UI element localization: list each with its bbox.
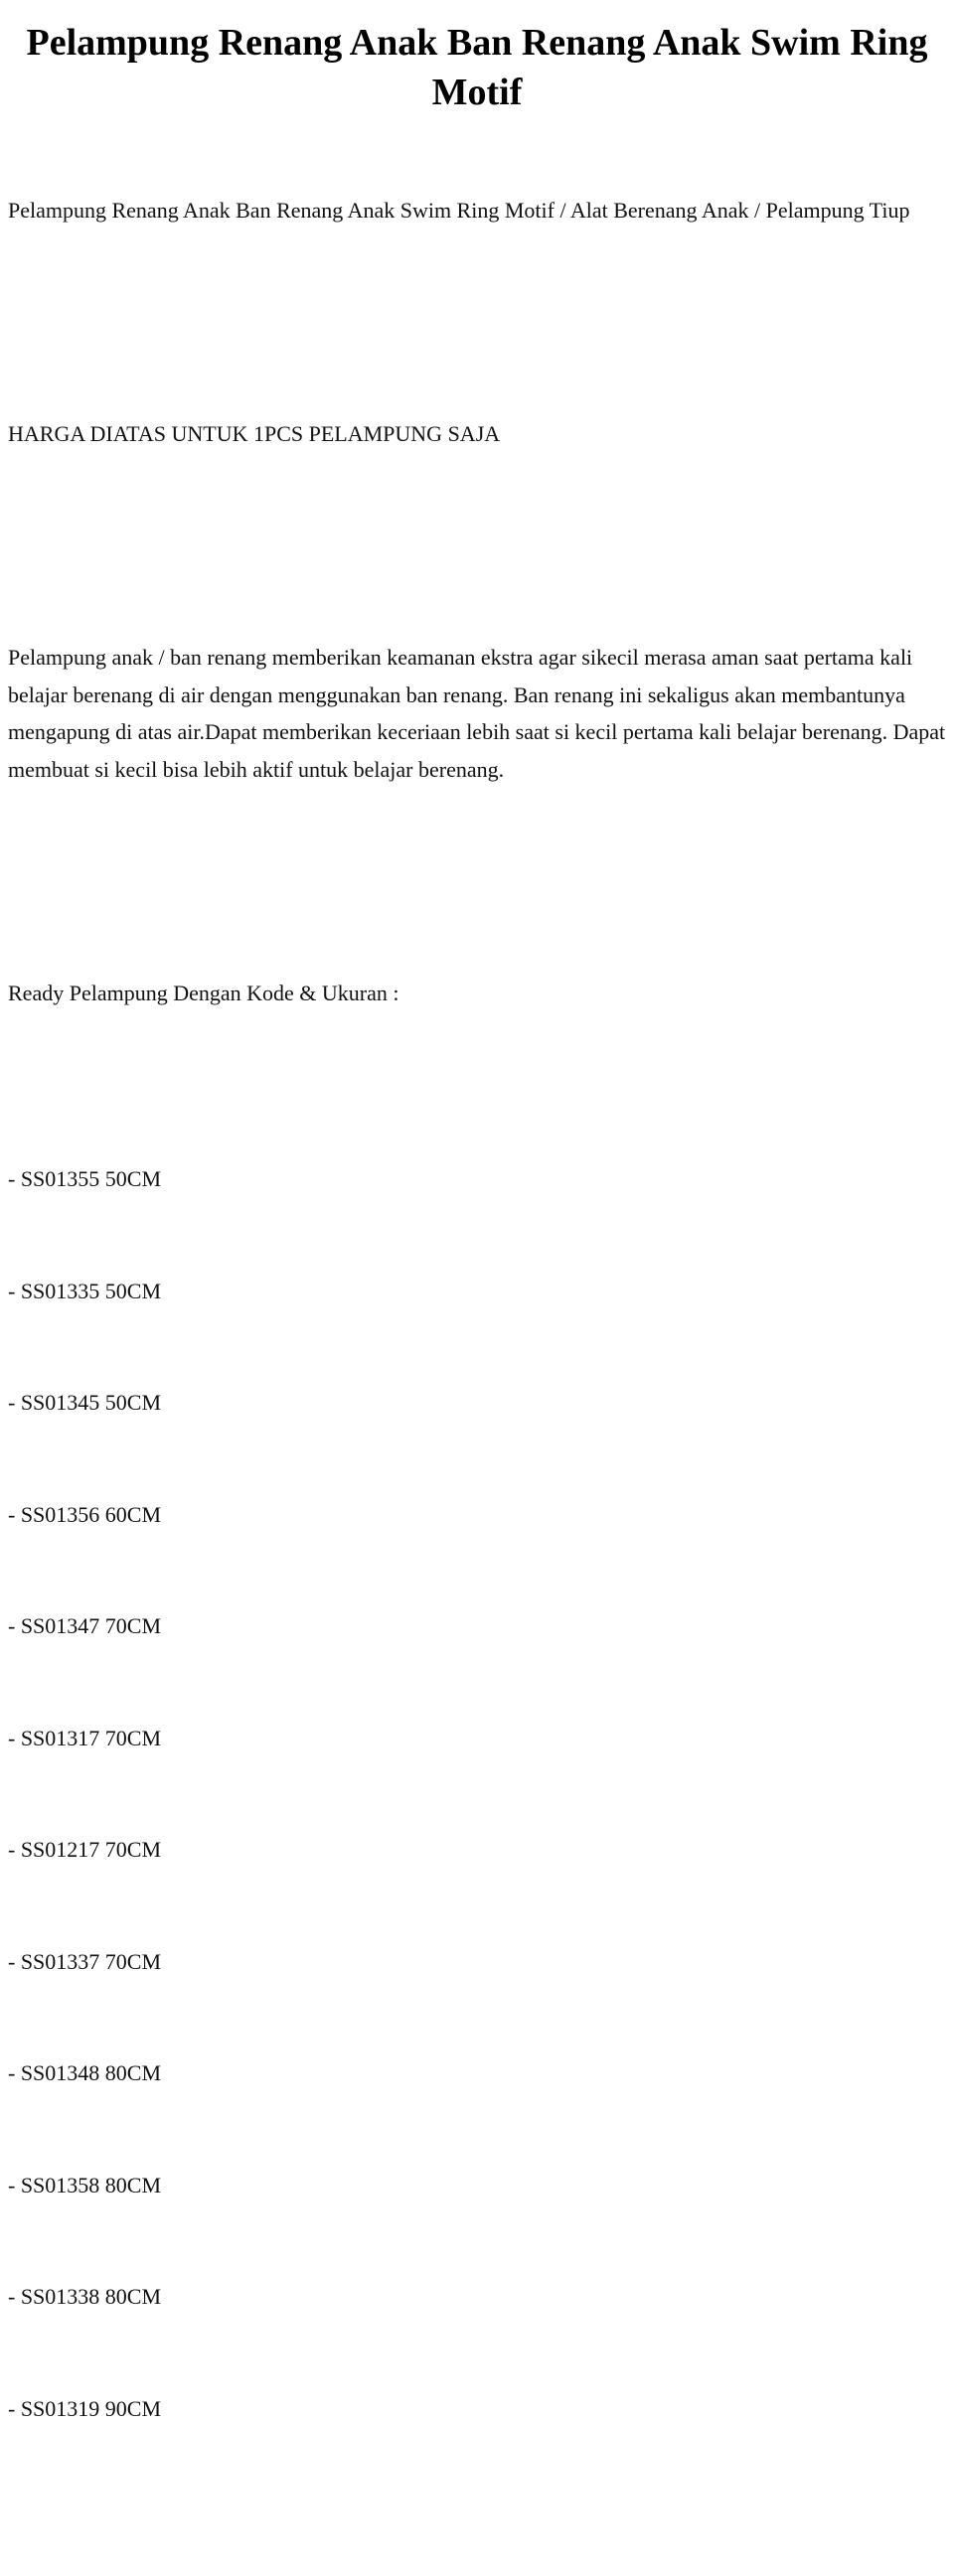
list-item: - SS01355 50CM [8, 1166, 162, 1191]
list-item: - SS01358 80CM [8, 2172, 162, 2197]
code-size-list [8, 1086, 946, 2501]
list-item: - SS01335 50CM [8, 1278, 162, 1303]
product-title: Pelampung Renang Anak Ban Renang Anak Swim Ring Motif [26, 22, 928, 113]
product-description: Pelampung anak / ban renang memberikan keamanan ekstra agar sikecil merasa aman saat pertama kali belajar berenang di air dengan menggunakan ban renang. Ban renang ini sekaligus akan membantunya mengapung di atas air.Dapat memberikan keceriaan lebih saat si kecil pertama kali belajar berenang. Dapat membuat si kecil bisa lebih aktif untuk belajar berenang. [8, 645, 951, 782]
list-item: - SS01337 70CM [8, 1948, 162, 1974]
product-page [0, 18, 954, 2576]
paragraph-spacer [8, 304, 946, 342]
list-item: - SS01319 90CM [8, 2395, 162, 2421]
list-item: - SS01348 80CM [8, 2060, 162, 2085]
product-description-block [8, 117, 951, 2576]
price-note: HARGA DIATAS UNTUK 1PCS PELAMPUNG SAJA [8, 421, 501, 446]
paragraph-spacer [8, 528, 946, 565]
list-item: - SS01345 50CM [8, 1390, 162, 1415]
product-subtitle: Pelampung Renang Anak Ban Renang Anak Swim Ring Motif / Alat Berenang Anak / Pelampung Tiup [8, 198, 910, 223]
list-item: - SS01356 60CM [8, 1501, 162, 1527]
list-item: - SS01217 70CM [8, 1837, 162, 1862]
paragraph-spacer [8, 862, 946, 900]
list-item: - SS01317 70CM [8, 1725, 162, 1750]
ready-heading: Ready Pelampung Dengan Kode & Ukuran : [8, 980, 399, 1005]
list-item: - SS01338 80CM [8, 2284, 162, 2309]
list-item: - SS01347 70CM [8, 1613, 162, 1638]
